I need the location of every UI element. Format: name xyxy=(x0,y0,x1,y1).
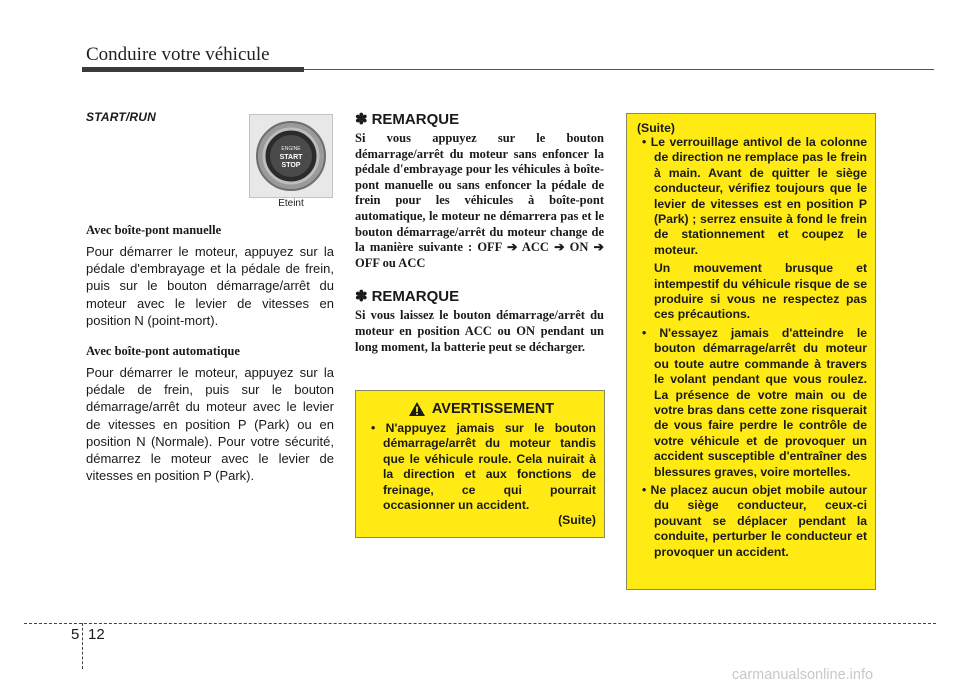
warning-title: AVERTISSEMENT xyxy=(431,401,555,417)
footer-rule xyxy=(24,623,936,624)
auto-text: Pour démarrer le moteur, appuyez sur la pédale de frein, puis sur le bouton démarrage/arrêt du moteur avec le levier de vitesses en position P (Park) ou en position N (Normale). Pour votre sécurité, démarrez le moteur avec le levier de vitesses en position P (Park). xyxy=(86,365,334,484)
warning-continued: (Suite) xyxy=(558,513,596,528)
warning-box xyxy=(355,390,605,538)
warning-triangle-icon xyxy=(408,401,426,417)
continued-warning-box xyxy=(626,113,876,590)
page-number: 12 xyxy=(88,626,105,643)
warning-item-2: • N'essayez jamais d'atteindre le bouton démarrage/arrêt du moteur ou toute autre commande à travers le volant pendant que vous roulez. La présence de votre main ou de votre bras dans cette zone risquerait de vous faire perdre le contrôle de votre véhicule et de provoquer un accident susceptible d'entraîner des blessures graves, voire mortelles. xyxy=(642,325,867,479)
header-bar xyxy=(82,67,304,72)
button-label-line-3: STOP xyxy=(281,162,301,169)
note-2-text: Si vous laissez le bouton démarrage/arrêt du moteur en position ACC ou ON pendant un long moment, la batterie peut se décharger. xyxy=(355,308,604,354)
note-2-title xyxy=(355,287,604,305)
page-header-title: Conduire votre véhicule xyxy=(86,44,270,65)
auto-heading: Avec boîte-pont automatique xyxy=(86,344,240,359)
note-1-text: Si vous appuyez sur le bouton démarrage/arrêt du moteur sans enfoncer la pédale d'embrayage pour les véhicules à boîte-pont manuelle ou sans enfoncer la pédale de frein pour les véhicules à boîte-pont automatique, le moteur ne démarrera pas et le bouton démarrage/arrêt du moteur change de la manière suivante : OFF ➔ ACC ➔ ON ➔ OFF ou ACC xyxy=(355,131,604,270)
button-label-line-2: START xyxy=(279,154,303,161)
footer-divider xyxy=(82,623,83,669)
warning-item-1: • Le verrouillage antivol de la colonne de direction ne remplace pas le frein à main. Avant de quitter le siège conducteur, vérifiez toujours que le levier de vitesses est en position P (Park) ; serrez ensuite à fond le frein de stationnement et coupez le moteur. xyxy=(642,135,867,257)
manual-heading: Avec boîte-pont manuelle xyxy=(86,223,222,237)
section-title: START/RUN xyxy=(86,110,157,124)
note-1-title xyxy=(355,110,604,128)
asterisk-icon: ✽ xyxy=(355,288,368,306)
start-button-image xyxy=(249,114,333,198)
warning-header xyxy=(366,401,596,417)
warning-item: • N'appuyez jamais sur le bouton démarrage/arrêt du moteur tandis que le véhicule roule. Cela nuirait à la direction et aux fonctions de freinage, ce qui pourrait occasionner un accident. xyxy=(371,421,596,513)
image-caption: Eteint xyxy=(278,198,304,209)
warning-item-3: • Ne placez aucun objet mobile autour du siège conducteur, ceux-ci pouvant se déplacer pendant la conduite, perturber le conducteur et provoquer un accident. xyxy=(642,482,867,559)
note-1-title-text: REMARQUE xyxy=(371,110,460,128)
watermark: carmanualsonline.info xyxy=(732,667,874,683)
continued-label: (Suite) xyxy=(637,121,675,135)
note-2-title-text: REMARQUE xyxy=(371,287,460,305)
middle-column xyxy=(355,110,604,355)
chapter-number: 5 xyxy=(71,626,80,643)
button-label-line-1: ENGINE xyxy=(281,146,301,152)
engine-start-button-icon xyxy=(255,120,327,192)
asterisk-icon: ✽ xyxy=(355,111,368,128)
warning-item-1-sub: Un mouvement brusque et intempestif du véhicule risque de se produire si vous ne respectez pas ces précautions. xyxy=(654,261,867,322)
header-rule xyxy=(304,69,934,70)
manual-text: Pour démarrer le moteur, appuyez sur la pédale d'embrayage et la pédale de frein, puis sur le bouton démarrage/arrêt du moteur avec le levier de vitesses en position N (point-mort). xyxy=(86,244,334,328)
